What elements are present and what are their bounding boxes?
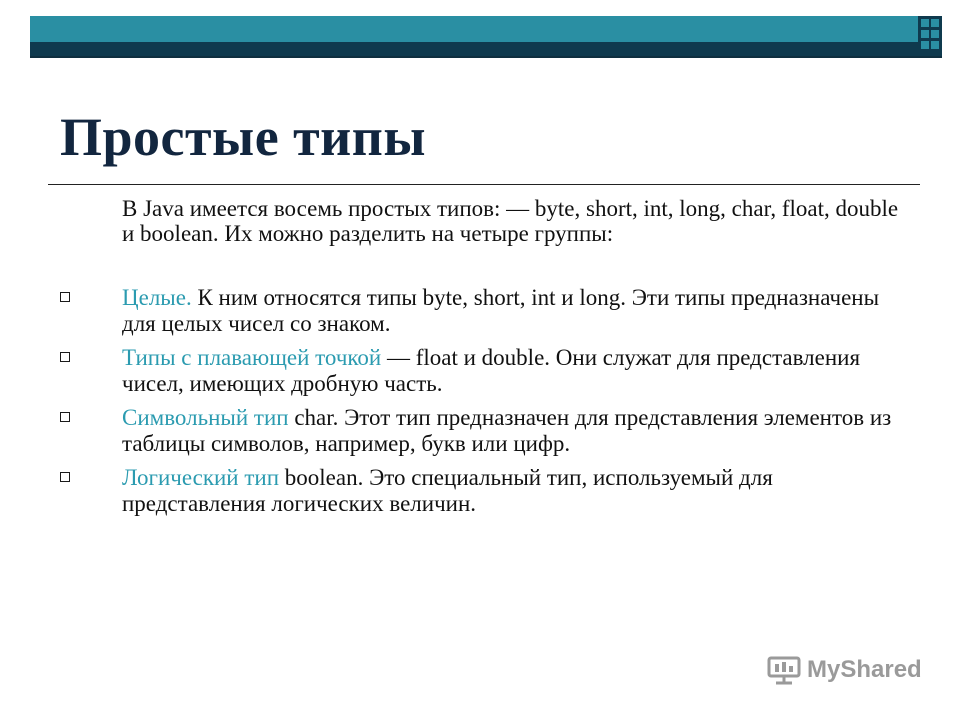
title-divider	[48, 184, 920, 185]
square-bullet-icon	[60, 292, 70, 302]
intro-paragraph: В Java имеется восемь простых типов: — byte, short, int, long, char, float, double и boolean. Их можно разделить на четыре группы:	[122, 196, 899, 246]
square-bullet-icon	[60, 352, 70, 362]
bullet-text: char. Этот тип предназначен для представления элементов из таблицы символов, например, букв или цифр.	[122, 405, 892, 456]
bullet-text: — float и double. Они служат для представления чисел, имеющих дробную часть.	[122, 345, 861, 396]
slide-title: Простые типы	[60, 107, 427, 167]
watermark-label: MyShared	[807, 656, 922, 683]
header-grid-decoration	[918, 16, 942, 56]
bullet-term: Символьный тип	[122, 405, 289, 430]
bullet-text: К ним относятся типы byte, short, int и long. Эти типы предназначены для целых чисел со знаком.	[122, 285, 880, 336]
myshared-watermark[interactable]	[767, 655, 922, 685]
square-bullet-icon	[60, 412, 70, 422]
bullet-term: Целые.	[122, 285, 192, 310]
bullet-text: boolean. Это специальный тип, используемый для представления логических величин.	[122, 465, 773, 516]
header-band-strip	[30, 42, 942, 56]
list-item	[58, 345, 908, 397]
bullet-list	[58, 285, 908, 525]
list-item	[58, 285, 908, 337]
header-band	[30, 16, 942, 58]
square-bullet-icon	[60, 472, 70, 482]
list-item	[58, 405, 908, 457]
bullet-term: Типы с плавающей точкой	[122, 345, 382, 370]
bullet-term: Логический тип	[122, 465, 280, 490]
presentation-board-icon	[767, 655, 801, 685]
list-item	[58, 465, 908, 517]
